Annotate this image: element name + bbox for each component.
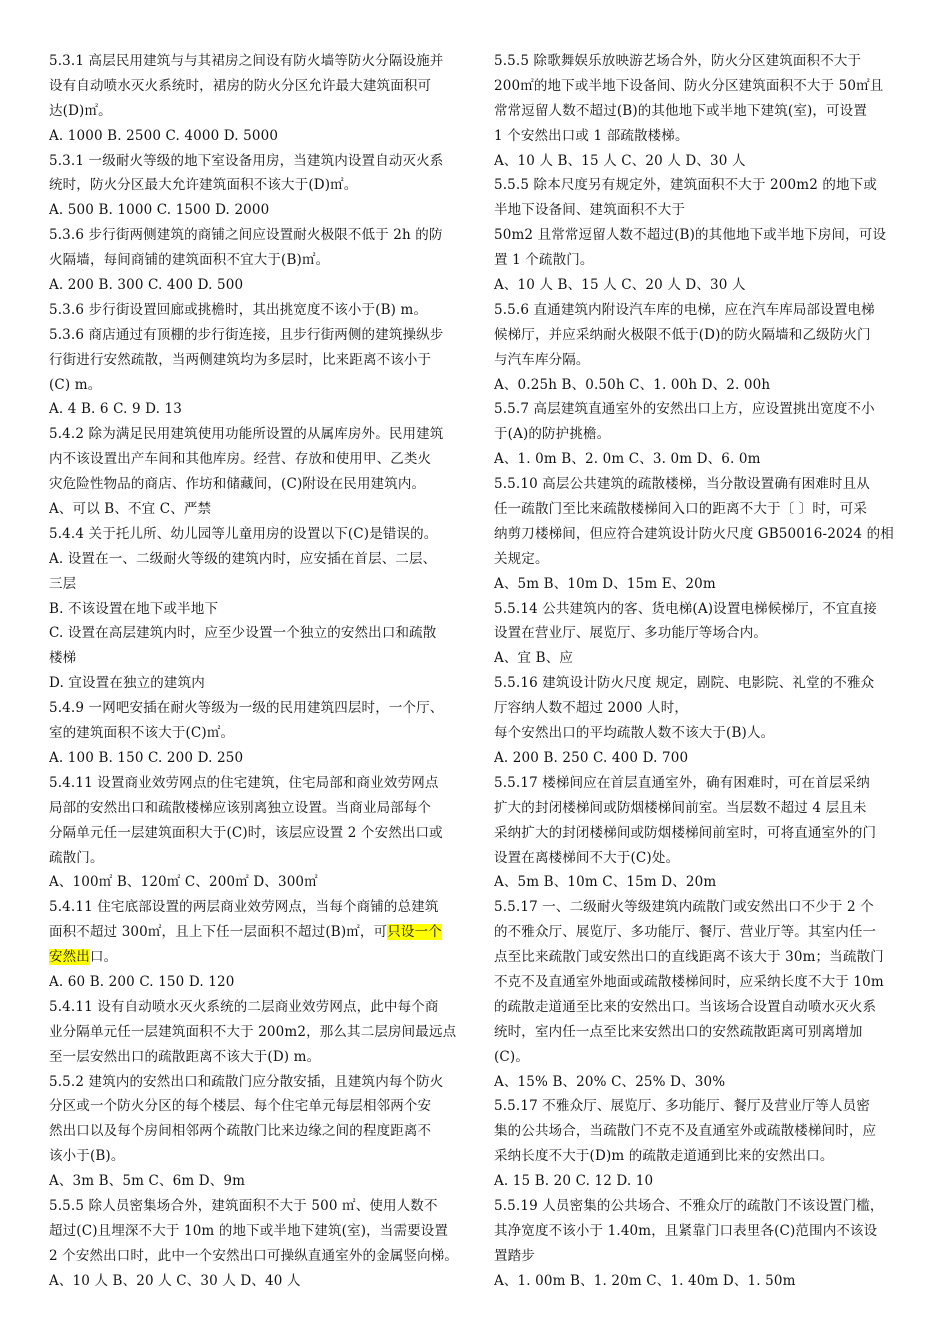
text-line: 置踏步 — [494, 1247, 535, 1264]
text-line: A、100㎡ B、120㎡ C、200㎡ D、300㎡ — [49, 874, 318, 891]
text-line: 5.4.9 一网吧安插在耐火等级为一级的民用建筑四层时，一个厅、 — [49, 700, 444, 717]
text-line: 火隔墙，每间商铺的建筑面积不宜大于(B)㎡。 — [49, 252, 330, 269]
text-line: B. 不该设置在地下或半地下 — [49, 600, 219, 617]
text-line: 于(A)的防护挑檐。 — [494, 426, 611, 443]
text-line: 2 个安然出口时，此中一个安然出口可操纵直通室外的金属竖向梯。 — [49, 1247, 459, 1264]
text-line: 5.5.5 除歌舞娱乐放映游艺场合外，防火分区建筑面积不大于 — [494, 53, 862, 69]
text-line: 纳剪刀楼梯间，但应符合建筑设计防火尺度 GB50016-2024 的相 — [494, 525, 894, 542]
text-line: A、1. 0m B、2. 0m C、3. 0m D、6. 0m — [494, 451, 761, 468]
text-line: (C) m。 — [49, 376, 102, 393]
text-line: 5.4.11 设有自动喷水灭火系统的二层商业效劳网点，此中每个商 — [49, 998, 439, 1015]
text-line: 内不该设置出产车间和其他库房。经营、存放和使用甲、乙类火 — [49, 451, 432, 468]
text-line: 设有自动喷水灭火系统时，裙房的防火分区允许最大建筑面积可 — [49, 77, 432, 94]
text-line: 局部的安然出口和疏散楼梯应该别离独立设置。当商业局部每个 — [49, 799, 432, 816]
text-line: A. 15 B. 20 C. 12 D. 10 — [494, 1173, 654, 1190]
text-line: 采纳长度不大于(D)m 的疏散走道通到比来的安然出口。 — [494, 1148, 834, 1165]
text-line: A. 60 B. 200 C. 150 D. 120 — [49, 973, 235, 990]
text-line: A、10 人 B、20 人 C、30 人 D、40 人 — [49, 1272, 301, 1289]
text-line: A. 设置在一、二级耐火等级的建筑内时，应安插在首层、二层、 — [49, 550, 437, 567]
text-line: 5.4.11 住宅底部设置的两层商业效劳网点，当每个商铺的总建筑 — [49, 899, 439, 916]
text-line: 分隔单元任一层建筑面积大于(C)时，该层应设置 2 个安然出口或 — [49, 824, 443, 841]
text-line: 分区或一个防火分区的每个楼层、每个住宅单元每层相邻两个安 — [49, 1098, 432, 1115]
text-line: 至一层安然出口的疏散距离不该大于(D) m。 — [49, 1048, 321, 1065]
text-line: 疏散门。 — [49, 849, 104, 866]
text-line: 5.5.17 不雅众厅、展览厅、多功能厅、餐厅及营业厅等人员密 — [494, 1098, 870, 1115]
text-line: 业分隔单元任一层建筑面积不大于 200m2，那么其二层房间最远点 — [49, 1023, 457, 1040]
text-line — [49, 920, 483, 945]
text-line: 厅容纳人数不超过 2000 人时， — [494, 700, 688, 717]
text-line: 1 个安然出口或 1 部疏散楼梯。 — [494, 127, 689, 144]
text-line: 5.5.5 除本尺度另有规定外，建筑面积不大于 200m2 的地下或 — [494, 177, 877, 194]
text-line: 其净宽度不该小于 1.40m，且紧靠门口表里各(C)范围内不该设 — [494, 1222, 878, 1239]
text-line: 5.4.11 设置商业效劳网点的住宅建筑，住宅局部和商业效劳网点 — [49, 774, 439, 791]
text-line: 5.5.7 高层建筑直通室外的安然出口上方，应设置挑出宽度不小 — [494, 401, 875, 418]
text-line: 候梯厅，并应采纳耐火极限不低于(D)的防火隔墙和乙级防火门 — [494, 326, 871, 343]
text-line: 5.5.14 公共建筑内的客、货电梯(A)设置电梯候梯厅，不宜直接 — [494, 600, 877, 617]
text-line: 5.3.1 一级耐火等级的地下室设备用房，当建筑内设置自动灭火系 — [49, 152, 444, 169]
text-line: 5.3.6 步行街两侧建筑的商铺之间应设置耐火极限不低于 2h 的防 — [49, 227, 443, 244]
text-line: 室的建筑面积不该大于(C)㎡。 — [49, 725, 235, 742]
text-line: 扩大的封闭楼梯间或防烟楼梯间前室。当层数不超过 4 层且未 — [494, 799, 867, 816]
text-line: 采纳扩大的封闭楼梯间或防烟楼梯间前室时，可将直通室外的门 — [494, 824, 877, 841]
text-line: A. 1000 B. 2500 C. 4000 D. 5000 — [49, 127, 279, 144]
text-line: (C)。 — [494, 1048, 529, 1065]
text-line: A. 500 B. 1000 C. 1500 D. 2000 — [49, 202, 270, 219]
text-line: 5.4.4 关于托儿所、幼儿园等儿童用房的设置以下(C)是错误的。 — [49, 525, 438, 542]
text-line: A、1. 00m B、1. 20m C、1. 40m D、1. 50m — [494, 1272, 796, 1289]
text-line: A、可以 B、不宜 C、严禁 — [49, 501, 212, 518]
right-column — [494, 49, 928, 1294]
text-segment: 口。 — [89, 949, 118, 966]
text-line: 统时，室内任一点至比来安然出口的安然疏散距离可别离增加 — [494, 1023, 863, 1040]
text-line: 超过(C)且埋深不大于 10m 的地下或半地下建筑(室)，当需要设置 — [49, 1222, 449, 1239]
text-line: 5.5.10 高层公共建筑的疏散楼梯，当分散设置确有困难时且从 — [494, 476, 870, 493]
text-segment: 面积不超过 300㎡，且上下任一层面积不超过(B)㎡，可 — [49, 924, 388, 941]
text-line: 集的公共场合，当疏散门不克不及直通室外或疏散楼梯间时，应 — [494, 1123, 877, 1140]
text-line: 任一疏散门至比来疏散楼梯间入口的距离不大于〔 〕时，可采 — [494, 501, 867, 518]
text-line: 与汽车库分隔。 — [494, 351, 590, 368]
text-line: 200㎡的地下或半地下设备间、防火分区建筑面积不大于 50㎡且 — [494, 77, 884, 94]
text-line: 达(D)㎡。 — [49, 102, 112, 119]
text-line: 常常逗留人数不超过(B)的其他地下或半地下建筑(室)，可设置 — [494, 102, 867, 119]
text-line: A、5m B、10m D、15m E、20m — [494, 575, 716, 592]
text-line: 50m2 且常常逗留人数不超过(B)的其他地下或半地下房间，可设 — [494, 227, 887, 244]
text-line: A. 4 B. 6 C. 9 D. 13 — [49, 401, 183, 418]
text-line: C. 设置在高层建筑内时，应至少设置一个独立的安然出口和疏散 — [49, 625, 437, 642]
text-line: 5.5.2 建筑内的安然出口和疏散门应分散安插，且建筑内每个防火 — [49, 1073, 444, 1090]
text-line: 不克不及直通室外地面或疏散楼梯间时，应采纳长度不大于 10m — [494, 973, 884, 990]
text-line: 关规定。 — [494, 550, 549, 567]
text-line: A. 100 B. 150 C. 200 D. 250 — [49, 749, 244, 766]
text-line: 的不雅众厅、展览厅、多功能厅、餐厅、营业厅等。其室内任一 — [494, 924, 877, 941]
text-line: 置 1 个疏散门。 — [494, 252, 594, 269]
text-line: 5.5.19 人员密集的公共场合、不雅众厅的疏散门不该设置门槛， — [494, 1197, 884, 1214]
text-line: A、10 人 B、15 人 C、20 人 D、30 人 — [494, 152, 746, 169]
text-line: A、5m B、10m C、15m D、20m — [494, 874, 717, 891]
text-line: 的疏散走道通至比来的安然出口。当该场合设置自动喷水灭火系 — [494, 998, 877, 1015]
text-line: A. 200 B. 250 C. 400 D. 700 — [494, 749, 689, 766]
text-line: 灾危险性物品的商店、作坊和储藏间，(C)附设在民用建筑内。 — [49, 476, 426, 493]
text-line: 5.5.16 建筑设计防火尺度 规定，剧院、电影院、礼堂的不雅众 — [494, 675, 875, 692]
text-line: 半地下设备间、建筑面积不大于 — [494, 202, 686, 219]
text-line: 设置在营业厅、展览厅、多功能厅等场合内。 — [494, 625, 767, 642]
text-line: A、15% B、20% C、25% D、30% — [494, 1073, 726, 1090]
left-column — [49, 49, 483, 1294]
text-line: A、10 人 B、15 人 C、20 人 D、30 人 — [494, 277, 746, 294]
text-line: 点至比来疏散门或安然出口的直线距离不该大于 30m；当疏散门 — [494, 949, 884, 966]
text-line: A、3m B、5m C、6m D、9m — [49, 1173, 246, 1190]
text-line: 5.5.6 直通建筑内附设汽车库的电梯，应在汽车库局部设置电梯 — [494, 301, 875, 318]
text-line: 三层 — [49, 575, 77, 592]
text-line: A、0.25h B、0.50h C、1. 00h D、2. 00h — [494, 376, 771, 393]
text-line: 楼梯 — [49, 650, 77, 667]
text-line: 然出口以及每个房间相邻两个疏散门比来边缘之间的程度距离不 — [49, 1123, 432, 1140]
highlighted-text: 只设一个 — [387, 924, 442, 941]
text-line: A. 200 B. 300 C. 400 D. 500 — [49, 277, 244, 294]
text-line: 统时，防火分区最大允许建筑面积不该大于(D)㎡。 — [49, 177, 358, 194]
text-line: 每个安然出口的平均疏散人数不该大于(B)人。 — [494, 725, 775, 742]
text-line: 5.4.2 除为满足民用建筑使用功能所设置的从属库房外。民用建筑 — [49, 426, 444, 443]
text-line: 5.3.1 高层民用建筑与与其裙房之间设有防火墙等防火分隔设施并 — [49, 53, 444, 69]
text-line — [49, 945, 483, 970]
text-line: A、宜 B、应 — [494, 650, 574, 667]
text-line: 行街进行安然疏散，当两侧建筑均为多层时，比来距离不该小于 — [49, 351, 432, 368]
text-line: 5.3.6 商店通过有顶棚的步行街连接，且步行街两侧的建筑操纵步 — [49, 326, 444, 343]
text-line: 5.3.6 步行街设置回廊或挑檐时，其出挑宽度不该小于(B) m。 — [49, 301, 428, 318]
text-line: 5.5.5 除人员密集场合外，建筑面积不大于 500 ㎡、使用人数不 — [49, 1197, 438, 1214]
text-line: 5.5.17 一、二级耐火等级建筑内疏散门或安然出口不少于 2 个 — [494, 899, 874, 916]
text-line: 5.5.17 楼梯间应在首层直通室外，确有困难时，可在首层采纳 — [494, 774, 870, 791]
text-line: 该小于(B)。 — [49, 1148, 125, 1165]
highlighted-text: 安然出 — [49, 949, 90, 966]
text-line: D. 宜设置在独立的建筑内 — [49, 675, 205, 692]
text-line: 设置在离楼梯间不大于(C)处。 — [494, 849, 680, 866]
